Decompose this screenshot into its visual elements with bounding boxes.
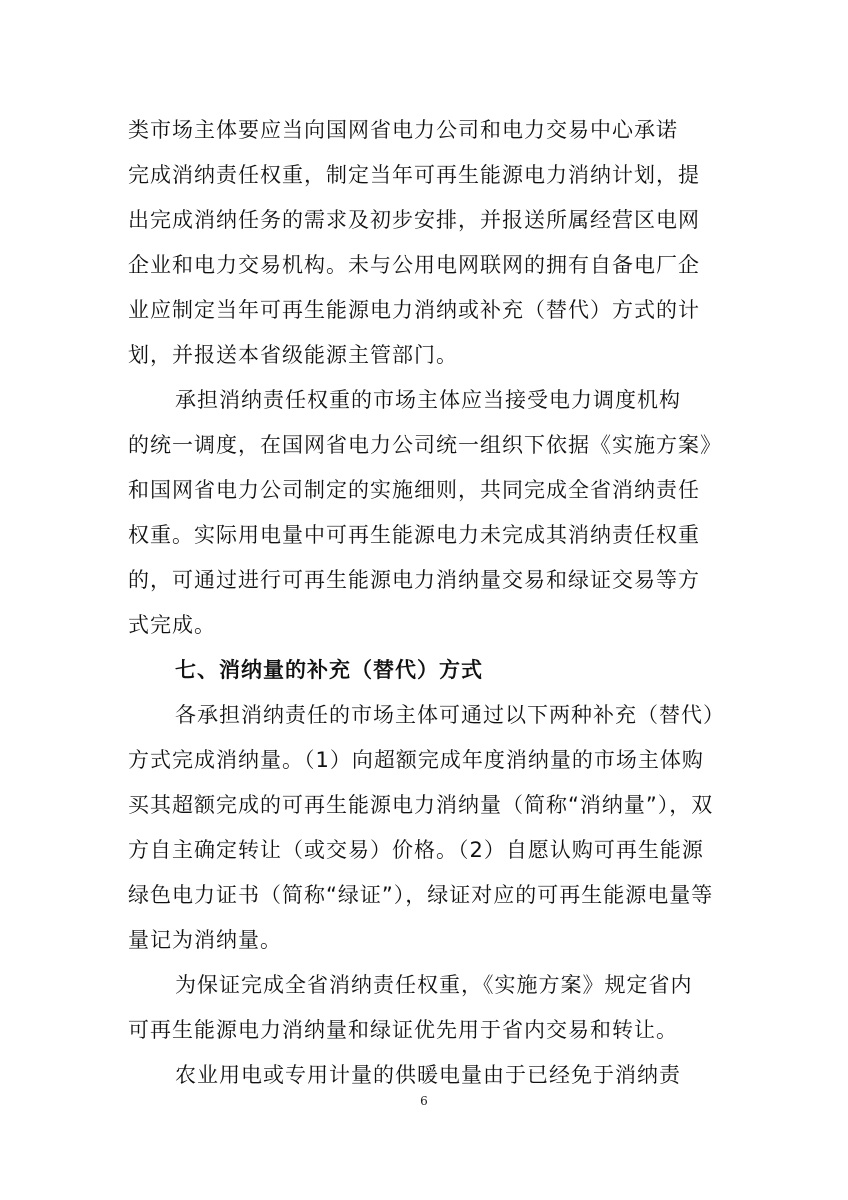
body-line: 方自主确定转让（或交易）价格。（2）自愿认购可再生能源 — [128, 838, 704, 862]
body-line: 方式完成消纳量。（1）向超额完成年度消纳量的市场主体购 — [128, 748, 704, 772]
paragraph-first-line: 为保证完成全省消纳责任权重，《实施方案》规定省内 — [175, 973, 693, 997]
body-line: 完成消纳责任权重，制定当年可再生能源电力消纳计划，提 — [128, 163, 700, 187]
paragraph-first-line: 农业用电或专用计量的供暖电量由于已经免于消纳责 — [175, 1063, 681, 1087]
body-line: 绿色电力证书（简称“绿证”），绿证对应的可再生能源电量等 — [128, 883, 714, 907]
body-line: 和国网省电力公司制定的实施细则，共同完成全省消纳责任 — [128, 478, 700, 502]
body-line: 的，可通过进行可再生能源电力消纳量交易和绿证交易等方 — [128, 568, 700, 592]
body-line: 出完成消纳任务的需求及初步安排，并报送所属经营区电网 — [128, 208, 700, 232]
body-line: 买其超额完成的可再生能源电力消纳量（简称“消纳量”），双 — [128, 793, 714, 817]
body-line: 可再生能源电力消纳量和绿证优先用于省内交易和转让。 — [128, 1018, 678, 1042]
paragraph-first-line: 各承担消纳责任的市场主体可通过以下两种补充（替代） — [175, 703, 725, 727]
paragraph-first-line: 承担消纳责任权重的市场主体应当接受电力调度机构 — [175, 388, 681, 412]
body-line: 式完成。 — [128, 613, 216, 637]
body-line: 权重。实际用电量中可再生能源电力未完成其消纳责任权重 — [128, 523, 700, 547]
body-line: 量记为消纳量。 — [128, 928, 282, 952]
body-line: 类市场主体要应当向国网省电力公司和电力交易中心承诺 — [128, 118, 678, 142]
body-line: 划，并报送本省级能源主管部门。 — [128, 343, 458, 367]
body-line: 业应制定当年可再生能源电力消纳或补充（替代）方式的计 — [128, 298, 700, 322]
page-number: 6 — [420, 1094, 428, 1108]
body-line: 的统一调度，在国网省电力公司统一组织下依据《实施方案》 — [128, 433, 722, 457]
section-heading: 七、消纳量的补充（替代）方式 — [175, 658, 483, 682]
body-line: 企业和电力交易机构。未与公用电网联网的拥有自备电厂企 — [128, 253, 700, 277]
